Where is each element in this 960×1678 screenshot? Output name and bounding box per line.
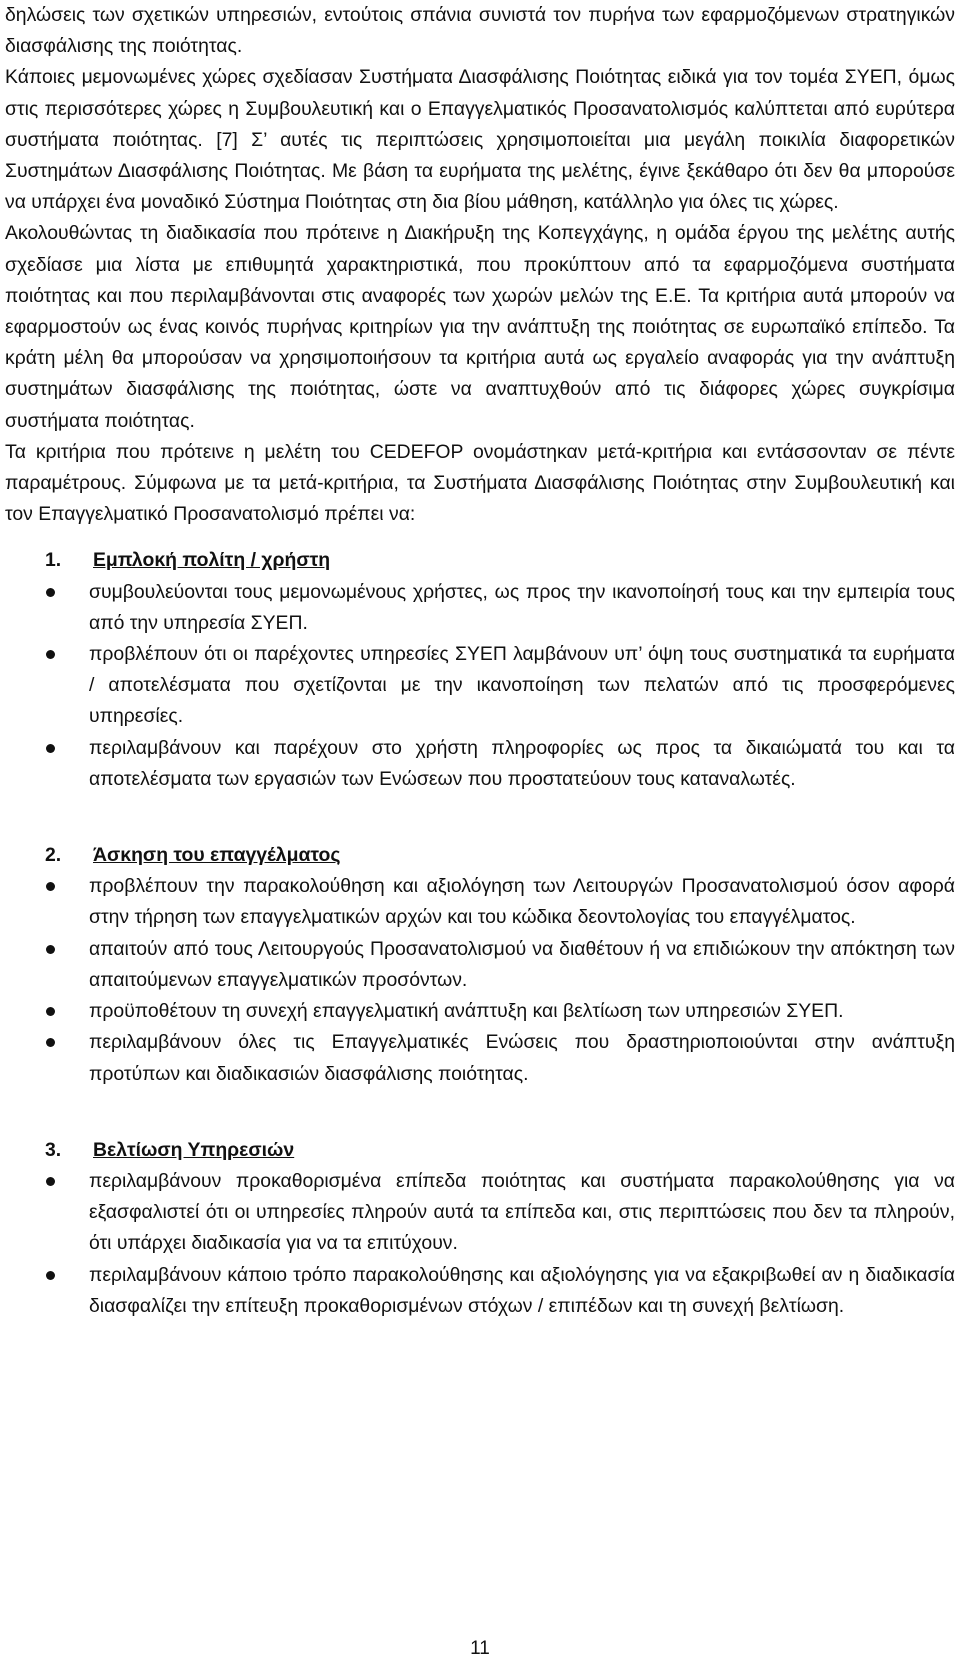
page-number: 11 <box>470 1638 490 1659</box>
bullet-icon <box>46 588 55 597</box>
bullet-icon <box>46 650 55 659</box>
bullet-icon <box>46 882 55 891</box>
bullet-icon <box>46 744 55 753</box>
bullet-icon <box>46 1177 55 1186</box>
list-item <box>5 996 955 1027</box>
bullet-list <box>5 871 955 1089</box>
page-content <box>5 0 955 1322</box>
bullet-list <box>5 1166 955 1322</box>
list-item-text: προβλέπουν ότι οι παρέχοντες υπηρεσίες ΣΥΕΠ λαμβάνουν υπ’ όψη τους συστηματικά τα ευρήματα / αποτελέσματα που σχετίζονται με την ικανοποίηση των πελατών από τις προσφερόμενες υπηρεσίες. <box>89 643 955 728</box>
section-title: Άσκηση του επαγγέλματος <box>93 844 341 867</box>
spacer <box>5 795 955 825</box>
intro-paragraph: Κάποιες μεμονωμένες χώρες σχεδίασαν Συστήματα Διασφάλισης Ποιότητας ειδικά για τον τομέα ΣΥΕΠ, όμως στις περισσότερες χώρες η Συμβουλευτική και ο Επαγγελματικός Προσανατολισμός καλύπτεται από ευρύτερα συστήματα ποιότητας. [7] Σ’ αυτές τις περιπτώσεις χρησιμοποιείται μια μεγάλη ποικιλία διαφορετικών Συστημάτων Διασφάλισης Ποιότητας. Με βάση τα ευρήματα της μελέτης, έγινε ξεκάθαρο ότι δεν θα μπορούσε να υπάρχει ένα μοναδικό Σύστημα Ποιότητας στη δια βίου μάθηση, κατάλληλο για όλες τις χώρες. <box>5 66 955 214</box>
intro-paragraph: δηλώσεις των σχετικών υπηρεσιών, εντούτοις σπάνια συνιστά τον πυρήνα των εφαρμοζόμενων στρατηγικών διασφάλισης της ποιότητας. <box>5 4 955 58</box>
bullet-icon <box>46 1038 55 1047</box>
list-item-text: περιλαμβάνουν και παρέχουν στο χρήστη πληροφορίες ως προς τα δικαιώματά του και τα αποτελέσματα των εργασιών των Ενώσεων που προστατεύουν τους καταναλωτές. <box>89 736 955 790</box>
section-title: Εμπλοκή πολίτη / χρήστη <box>93 549 331 572</box>
section-title: Βελτίωση Υπηρεσιών <box>93 1138 295 1161</box>
list-item <box>5 934 955 996</box>
section-heading <box>5 840 955 871</box>
bullet-icon <box>46 945 55 954</box>
list-item-text: συμβουλεύονται τους μεμονωμένους χρήστες, ως προς την ικανοποίησή τους και την εμπειρία τους από την υπηρεσία ΣΥΕΠ. <box>89 580 955 634</box>
list-item-text: απαιτούν από τους Λειτουργούς Προσανατολισμού να διαθέτουν ή να επιδιώκουν την απόκτηση των απαιτούμενων επαγγελματικών προσόντων. <box>89 937 955 991</box>
section-number: 1. <box>45 549 62 572</box>
list-item-text: περιλαμβάνουν προκαθορισμένα επίπεδα ποιότητας και συστήματα παρακολούθησης για να εξασφαλιστεί ότι οι υπηρεσίες πληρούν αυτά τα επίπεδα και, στις περιπτώσεις που δεν τα πληρούν, ότι υπάρχει διαδικασία για να τα επιτύχουν. <box>89 1169 955 1255</box>
intro-paragraph: Ακολουθώντας τη διαδικασία που πρότεινε η Διακήρυξη της Κοπεγχάγης, η ομάδα έργου της μελέτης αυτής σχεδίασε μια λίστα με επιθυμητά χαρακτηριστικά, που προκύπτουν από τα εφαρμοζόμενα συστήματα ποιότητας και που περιλαμβάνονται στις αναφορές των χωρών μελών της Ε.Ε. Τα κριτήρια αυτά μπορούν να εφαρμοστούν ως ένας κοινός πυρήνας κριτηρίων για την ανάπτυξη της ποιότητας σε ευρωπαϊκό επίπεδο. Τα κράτη μέλη θα μπορούσαν να χρησιμοποιήσουν τα κριτήρια αυτά ως εργαλείο αναφοράς για την ανάπτυξη συστημάτων διασφάλισης της ποιότητας, ώστε να αναπτυχθούν από τις διάφορες χώρες συγκρίσιμα συστήματα ποιότητας. <box>5 222 955 432</box>
section-heading <box>5 1135 955 1166</box>
list-item-text: προϋποθέτουν τη συνεχή επαγγελματική ανάπτυξη και βελτίωση των υπηρεσιών ΣΥΕΠ. <box>89 1000 844 1023</box>
list-item <box>5 1166 955 1260</box>
section-number: 2. <box>45 844 62 867</box>
bullet-icon <box>46 1271 55 1280</box>
list-item <box>5 733 955 795</box>
list-item <box>5 871 955 933</box>
list-item <box>5 639 955 733</box>
list-item-text: περιλαμβάνουν κάποιο τρόπο παρακολούθησης και αξιολόγησης για να εξακριβωθεί αν η διαδικασία διασφαλίζει την επίτευξη προκαθορισμένων στόχων / επιπέδων και τη συνεχή βελτίωση. <box>89 1263 955 1317</box>
spacer <box>5 1090 955 1120</box>
section-number: 3. <box>45 1138 62 1161</box>
list-item-text: προβλέπουν την παρακολούθηση και αξιολόγηση των Λειτουργών Προσανατολισμού όσον αφορά στην τήρηση των επαγγελματικών αρχών και του κώδικα δεοντολογίας του επαγγέλματος. <box>89 875 955 929</box>
list-item <box>5 577 955 639</box>
intro-paragraph: Τα κριτήρια που πρότεινε η μελέτη του CEDEFOP ονομάστηκαν μετά-κριτήρια και εντάσσονταν σε πέντε παραμέτρους. Σύμφωνα με τα μετά-κριτήρια, τα Συστήματα Διασφάλισης Ποιότητας στην Συμβουλευτική και τον Επαγγελματικό Προσανατολισμό πρέπει να: <box>5 440 955 526</box>
list-item <box>5 1260 955 1322</box>
list-item-text: περιλαμβάνουν όλες τις Επαγγελματικές Ενώσεις που δραστηριοποιούνται στην ανάπτυξη προτύπων και διαδικασιών διασφάλισης ποιότητας. <box>89 1031 955 1085</box>
list-item <box>5 1027 955 1089</box>
section-heading <box>5 545 955 576</box>
bullet-list <box>5 577 955 795</box>
bullet-icon <box>46 1007 55 1016</box>
